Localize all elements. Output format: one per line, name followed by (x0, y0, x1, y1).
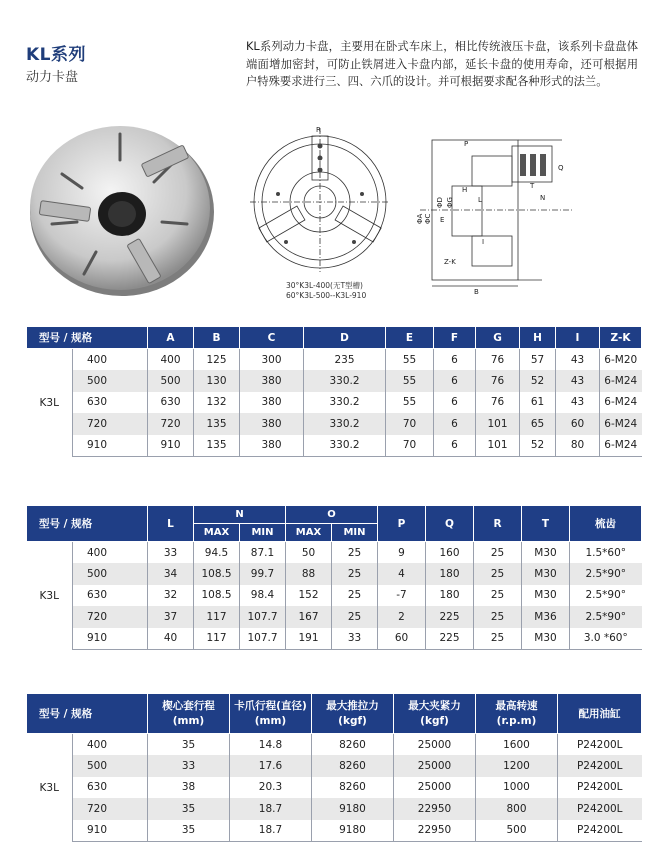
t1-header-f: F (434, 327, 476, 349)
side-label-g: ΦG (446, 197, 454, 208)
t1-group-label: K3L (27, 349, 73, 457)
front-view-note: 30°K3L-400(无T型槽) 60°K3L-500--K3L-910 (286, 281, 367, 300)
chuck-photo (22, 114, 222, 304)
side-label-c: ΦC (424, 213, 432, 224)
t2-header-o-max: MAX (286, 524, 332, 542)
table-row: 500 33 17.6 8260 25000 1200 P24200L (27, 755, 642, 777)
dimension-table-1 (26, 326, 642, 457)
t2-header-t: T (522, 506, 570, 542)
side-view-drawing (412, 126, 584, 296)
table-row: 910 40 117 107.7 191 33 60 225 25 M30 3.0 *60° (27, 628, 642, 650)
table-row: K3L 400 33 94.5 87.1 50 25 9 160 25 M30 1.5*60° (27, 542, 642, 564)
t1-header-e: E (386, 327, 434, 349)
t2-header-o-min: MIN (332, 524, 378, 542)
side-label-n: N (540, 194, 546, 202)
t1-header-c: C (240, 327, 304, 349)
t3-header-cylinder: 配用油缸 (558, 694, 642, 734)
t2-header-teeth: 梳齿 (570, 506, 642, 542)
t2-header-r: R (474, 506, 522, 542)
table-row: 910 910 135 380 330.2 70 6 101 52 80 6-M24 (27, 435, 642, 457)
side-label-i: I (482, 238, 485, 246)
t3-header-max-pull: 最大推拉力 (kgf) (312, 694, 394, 734)
front-view-drawing (250, 124, 390, 274)
t1-header-a: A (148, 327, 194, 349)
t2-header-q: Q (426, 506, 474, 542)
t2-header-o: O (286, 506, 378, 524)
side-label-d: ΦD (436, 197, 444, 208)
front-label-r: R (316, 126, 321, 134)
table-row: 910 35 18.7 9180 22950 500 P24200L (27, 820, 642, 842)
t3-header-jaw-stroke: 卡爪行程(直径) (mm) (230, 694, 312, 734)
table-row: K3L 400 400 125 300 235 55 6 76 57 43 6-M20 (27, 349, 642, 371)
t1-header-d: D (304, 327, 386, 349)
table-row: 720 37 117 107.7 167 25 2 225 25 M36 2.5*90° (27, 606, 642, 628)
page-title: KL系列 (26, 45, 87, 65)
table-row: K3L 400 35 14.8 8260 25000 1600 P24200L (27, 734, 642, 756)
table-row: 720 720 135 380 330.2 70 6 101 65 60 6-M24 (27, 413, 642, 435)
t1-header-i: I (556, 327, 600, 349)
table-row: 630 38 20.3 8260 25000 1000 P24200L (27, 777, 642, 799)
t3-header-max-clamp: 最大夹紧力 (kgf) (394, 694, 476, 734)
t2-header-p: P (378, 506, 426, 542)
product-description: KL系列动力卡盘，主要用在卧式车床上，相比传统液压卡盘，该系列卡盘盘体端面增加密封，可防止铁屑进入卡盘内部，延长卡盘的使用寿命，还可根据用户特殊要求进行三、四、六爪的设计。并可根据要求配各种形式的法兰。 (246, 40, 638, 89)
side-label-p: P (464, 140, 469, 148)
performance-table (26, 693, 642, 842)
table-row: 720 35 18.7 9180 22950 800 P24200L (27, 798, 642, 820)
side-label-t: T (530, 182, 535, 190)
table-row: 500 500 130 380 330.2 55 6 76 52 43 6-M24 (27, 370, 642, 392)
side-label-a: ΦA (416, 213, 424, 224)
t2-header-model: 型号 / 规格 (27, 506, 148, 542)
table-row: 500 34 108.5 99.7 88 25 4 180 25 M30 2.5*90° (27, 563, 642, 585)
table-row: 630 630 132 380 330.2 55 6 76 61 43 6-M24 (27, 392, 642, 414)
t1-header-b: B (194, 327, 240, 349)
t2-header-n-min: MIN (240, 524, 286, 542)
t3-group-label: K3L (27, 734, 73, 842)
table-row: 630 32 108.5 98.4 152 25 -7 180 25 M30 2.5*90° (27, 585, 642, 607)
side-label-zk: Z-K (444, 258, 456, 266)
side-label-e: E (440, 216, 445, 224)
side-label-h: H (462, 186, 468, 194)
t1-header-zk: Z-K (600, 327, 642, 349)
dimension-table-2 (26, 505, 642, 650)
t3-header-model: 型号 / 规格 (27, 694, 148, 734)
t3-header-wedge-stroke: 楔心套行程 (mm) (148, 694, 230, 734)
t1-header-h: H (520, 327, 556, 349)
t2-header-n-max: MAX (194, 524, 240, 542)
page-subtitle: 动力卡盘 (26, 70, 79, 85)
side-label-b: B (474, 288, 479, 296)
t2-header-l: L (148, 506, 194, 542)
t3-header-max-speed: 最高转速 (r.p.m) (476, 694, 558, 734)
t1-header-model: 型号 / 规格 (27, 327, 148, 349)
t2-header-n: N (194, 506, 286, 524)
side-label-q: Q (558, 164, 564, 172)
side-label-l: L (478, 196, 482, 204)
t1-header-g: G (476, 327, 520, 349)
t2-group-label: K3L (27, 542, 73, 650)
